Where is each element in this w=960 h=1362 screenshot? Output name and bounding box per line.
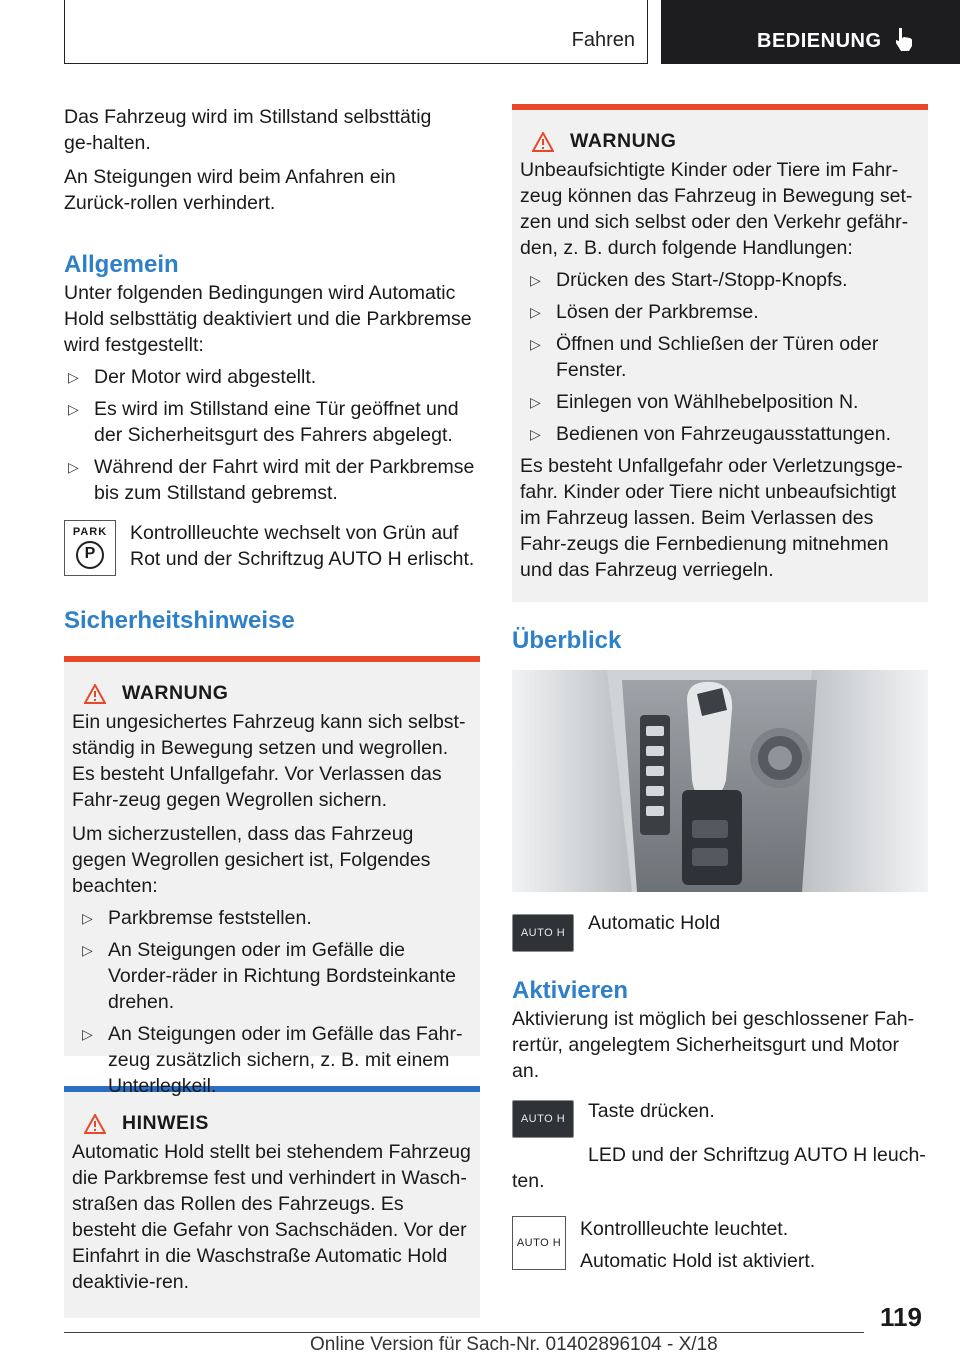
note-paragraph: Automatic Hold stellt bei stehendem Fahrzeug die Parkbremse fest und verhindert in Wasch-straßen das Rollen des Fahrzeugs. Es besteht die Gefahr von Sachschäden. Vor der Einfahrt in die Waschstraße Automatic Hold deaktivie-ren. xyxy=(72,1141,471,1293)
heading-sicherheitshinweise: Sicherheitshinweise xyxy=(64,607,295,634)
park-indicator-text: Kontrollleuchte wechselt von Grün auf Rot und der Schriftzug AUTO H erlischt. xyxy=(130,522,475,570)
heading-allgemein: Allgemein xyxy=(64,251,179,278)
triangle-bullet-icon: ▷ xyxy=(530,272,541,288)
list-item: ▷ Der Motor wird abgestellt. xyxy=(68,366,317,388)
list-item: ▷ Bedienen von Fahrzeugausstattungen. xyxy=(530,423,891,445)
left-column xyxy=(64,104,480,1318)
list-item: ▷ Drücken des Start-/Stopp-Knopfs. xyxy=(530,269,848,291)
list-item: ▷ Lösen der Parkbremse. xyxy=(530,301,759,323)
console-illustration xyxy=(512,670,928,892)
footer-divider xyxy=(64,1332,864,1333)
triangle-bullet-icon: ▷ xyxy=(82,942,93,958)
right-column xyxy=(512,104,928,1274)
heading-aktivieren: Aktivieren xyxy=(512,977,629,1004)
note-title: HINWEIS xyxy=(72,1112,472,1135)
intro-paragraph-2: An Steigungen wird beim Anfahren ein Zurück-rollen verhindert. xyxy=(64,166,396,214)
triangle-bullet-icon: ▷ xyxy=(68,459,79,475)
header-chapter-label: BEDIENUNG xyxy=(757,30,882,52)
warning-paragraph: Es besteht Unfallgefahr oder Verletzungsge-fahr. Kinder oder Tiere nicht unbeaufsichtigt im Fahrzeug lassen. Beim Verlassen des Fahr-zeugs die Fernbedienung mitnehmen und das Fahrzeug verriegeln. xyxy=(520,455,903,581)
warning-paragraph: Um sicherzustellen, dass das Fahrzeug gegen Wegrollen gesichert ist, Folgendes beachten: xyxy=(72,823,431,897)
warning-triangle-icon xyxy=(84,1114,106,1134)
list-item: ▷ Einlegen von Wählhebelposition N. xyxy=(530,391,859,413)
auto-hold-caption-row xyxy=(512,910,928,952)
auto-hold-button[interactable]: AUTO H xyxy=(512,914,574,952)
header-section-tab xyxy=(64,0,648,64)
triangle-bullet-icon: ▷ xyxy=(68,401,79,417)
intro-paragraph-1: Das Fahrzeug wird im Stillstand selbsttätig ge-halten. xyxy=(64,106,432,154)
kontroll-row xyxy=(512,1216,928,1274)
warning-list xyxy=(520,267,920,447)
auto-hold-caption: Automatic Hold xyxy=(588,912,721,934)
list-item: ▷ Öffnen und Schließen der Türen oder Fenster. xyxy=(530,333,879,381)
taste-text: Taste drücken. xyxy=(588,1100,715,1122)
list-item: ▷ Während der Fahrt wird mit der Parkbremse bis zum Stillstand gebremst. xyxy=(68,456,475,504)
triangle-bullet-icon: ▷ xyxy=(530,304,541,320)
led-text: LED und der Schriftzug AUTO H leuch-ten. xyxy=(512,1144,926,1192)
allgemein-text: Unter folgenden Bedingungen wird Automatic Hold selbsttätig deaktiviert und die Parkbremse wird festgestellt: xyxy=(64,282,472,356)
allgemein-list xyxy=(64,364,480,506)
triangle-bullet-icon: ▷ xyxy=(530,394,541,410)
footer-text: Online Version für Sach-Nr. 01402896104 - X/18 xyxy=(310,1334,718,1355)
warning-triangle-icon xyxy=(84,684,106,704)
warning-triangle-icon xyxy=(532,132,554,152)
kontroll-text: Kontrollleuchte leuchtet. xyxy=(580,1218,789,1240)
list-item: ▷ An Steigungen oder im Gefälle die Vorder-räder in Richtung Bordsteinkante drehen. xyxy=(82,939,456,1013)
header-chapter-tab xyxy=(661,0,960,64)
triangle-bullet-icon: ▷ xyxy=(530,426,541,442)
taste-row xyxy=(512,1098,928,1138)
auto-hold-indicator-icon: AUTO H xyxy=(512,1216,566,1270)
park-brake-indicator-icon: PARK P xyxy=(64,520,116,576)
triangle-bullet-icon: ▷ xyxy=(68,369,79,385)
warning-title: WARNUNG xyxy=(72,682,472,705)
warning-paragraph: Ein ungesichertes Fahrzeug kann sich selbst-ständig in Bewegung setzen und wegrollen. Es besteht Unfallgefahr. Vor Verlassen das Fahr-zeug gegen Wegrollen sichern. xyxy=(72,711,466,811)
heading-ueberblick: Überblick xyxy=(512,627,622,654)
list-item: ▷ An Steigungen oder im Gefälle das Fahr-zeug zusätzlich sichern, z. B. mit einem Unterlegkeil. xyxy=(82,1023,463,1097)
triangle-bullet-icon: ▷ xyxy=(530,336,541,352)
warning-box xyxy=(512,104,928,602)
hand-pointer-icon xyxy=(893,26,915,52)
warning-paragraph: Unbeaufsichtigte Kinder oder Tiere im Fahr-zeug können das Fahrzeug in Bewegung set-zen und sich selbst oder den Verkehr gefähr-den, z. B. durch folgende Handlungen: xyxy=(520,159,913,259)
auto-hold-button[interactable]: AUTO H xyxy=(512,1100,574,1138)
header-section-label: Fahren xyxy=(571,29,635,51)
warning-list xyxy=(72,905,472,1099)
warning-box xyxy=(64,656,480,1097)
note-box xyxy=(64,1086,480,1318)
aktiviert-text: Automatic Hold ist aktiviert. xyxy=(580,1250,816,1272)
list-item: ▷ Es wird im Stillstand eine Tür geöffnet und der Sicherheitsgurt des Fahrers abgelegt. xyxy=(68,398,459,446)
warning-title: WARNUNG xyxy=(520,130,920,153)
park-indicator-row xyxy=(64,520,480,576)
list-item: ▷ Parkbremse feststellen. xyxy=(82,907,312,929)
center-console-image xyxy=(512,670,928,892)
triangle-bullet-icon: ▷ xyxy=(82,910,93,926)
page-number: 119 xyxy=(880,1302,922,1332)
aktivieren-text: Aktivierung ist möglich bei geschlossener Fah-rertür, angelegtem Sicherheitsgurt und Motor an. xyxy=(512,1008,915,1082)
triangle-bullet-icon: ▷ xyxy=(82,1026,93,1042)
